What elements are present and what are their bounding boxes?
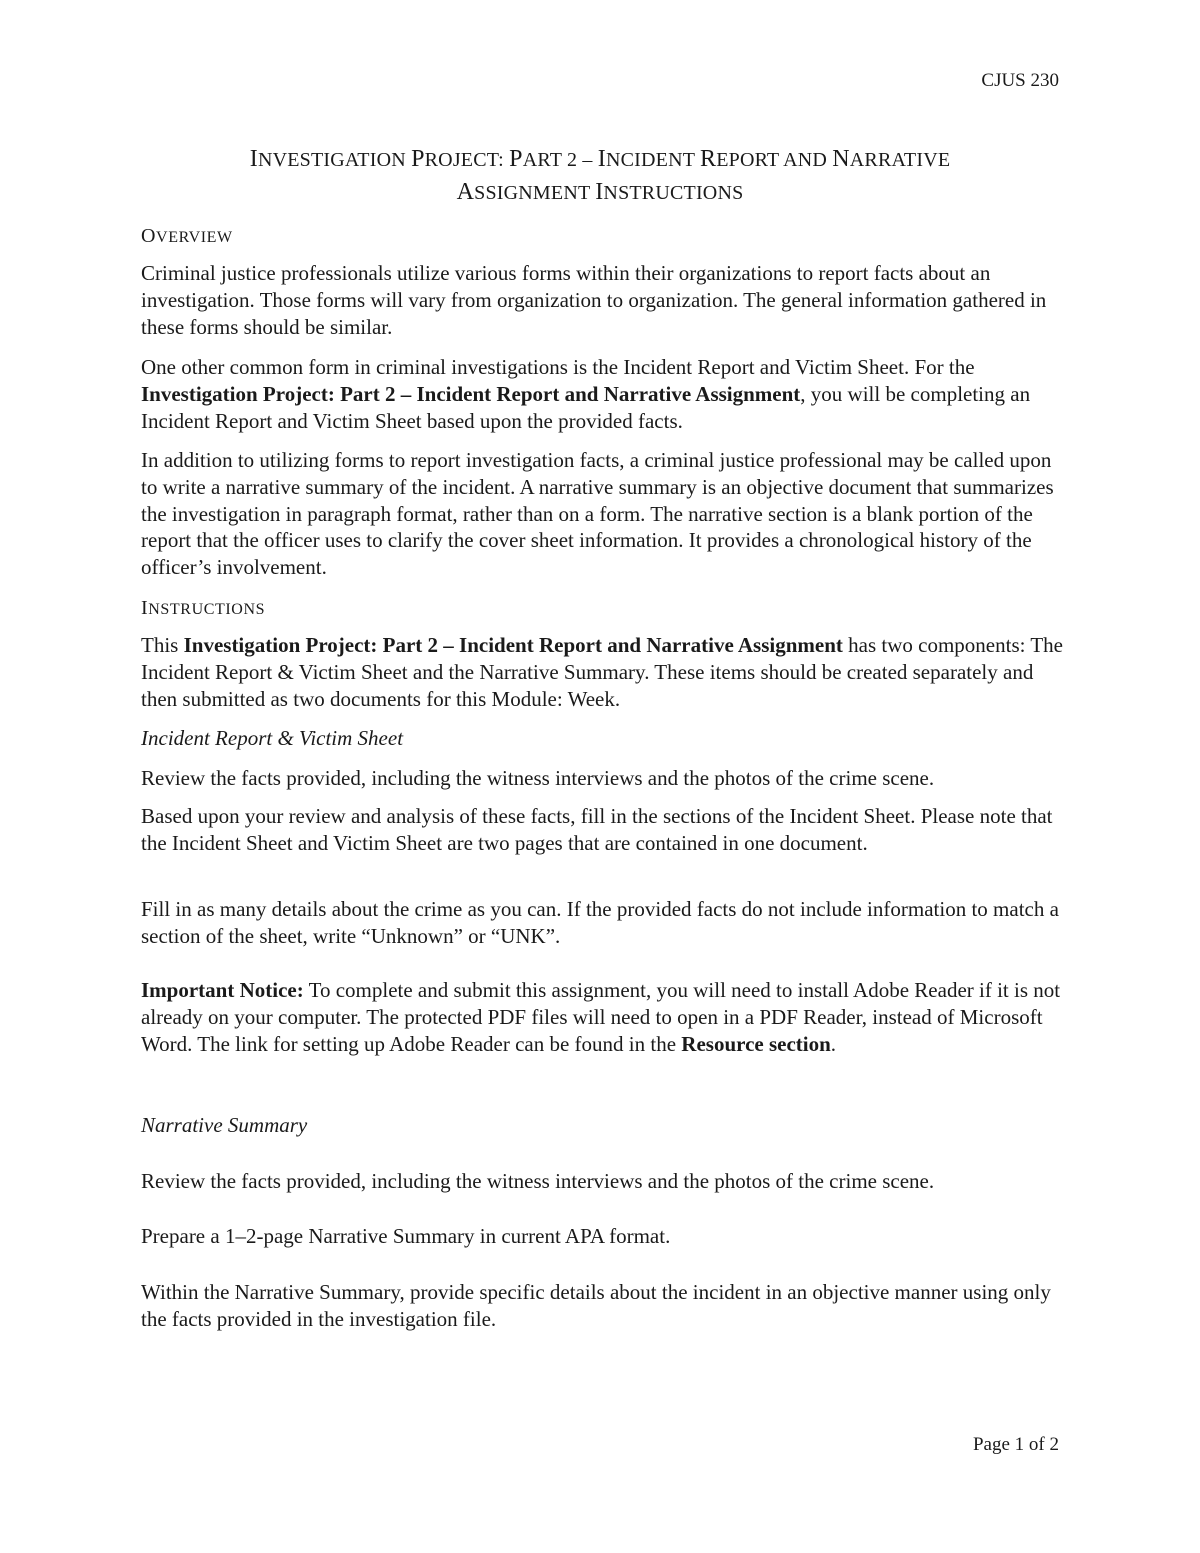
heading-initial: I <box>141 597 149 619</box>
title-word: ART 2 – <box>522 149 598 171</box>
paragraph-text: has two components: The Incident Report & Victim Sheet and the Narrative Summary. These items should be created separately and then submitted as two documents for this Module: Week. <box>141 633 1063 711</box>
page-number: Page 1 of 2 <box>972 1434 1059 1455</box>
overview-paragraph-1: Criminal justice professionals utilize various forms within their organizations to report facts about an investigation. Those forms will vary from organization to organization. The general information gathered in these forms should be similar. <box>141 261 1047 339</box>
title-word: ROJECT: <box>424 149 510 171</box>
title-initial: P <box>411 146 425 172</box>
document-title-line-2 <box>0 179 1200 206</box>
subheading-incident-report: Incident Report & Victim Sheet <box>141 726 404 750</box>
notice-label: Important Notice: <box>141 978 304 1002</box>
assignment-name-bold: Investigation Project: Part 2 – Incident Report and Narrative Assignment <box>141 381 801 406</box>
title-initial: N <box>832 146 850 172</box>
heading-rest: NSTRUCTIONS <box>148 601 266 618</box>
instructions-paragraph-6: Prepare a 1–2-page Narrative Summary in current APA format. <box>141 1224 671 1248</box>
heading-initial: O <box>141 225 157 247</box>
title-word: NVESTIGATION <box>257 149 412 171</box>
subheading-narrative-summary: Narrative Summary <box>141 1113 308 1137</box>
title-initial: P <box>509 146 523 172</box>
title-word: NSTRUCTIONS <box>603 182 744 204</box>
overview-heading <box>141 225 233 248</box>
instructions-paragraph-3: Based upon your review and analysis of these facts, fill in the sections of the Incident Sheet. Please note that the Incident Sheet and Victim Sheet are two pages that are contained in one document. <box>141 804 1053 855</box>
title-initial: R <box>699 146 717 172</box>
notice-text: To complete and submit this assignment, you will need to install Adobe Reader if it is not already on your computer. The protected PDF files will need to open in a PDF Reader, instead of Microsoft Word. The link for setting up Adobe Reader can be found in the <box>141 978 1061 1056</box>
instructions-paragraph-7: Within the Narrative Summary, provide specific details about the incident in an objective manner using only the facts provided in the investigation file. <box>141 1280 1051 1331</box>
paragraph-text: This <box>141 633 184 657</box>
instructions-paragraph-1 <box>141 632 1066 712</box>
title-word: NCIDENT <box>605 149 700 171</box>
overview-paragraph-3: In addition to utilizing forms to report investigation facts, a criminal justice professional may be called upon to write a narrative summary of the incident. A narrative summary is an objective document that summarizes the investigation in paragraph format, rather than on a form. The narrative section is a blank portion of the report that the officer uses to clarify the cover sheet information. It provides a chronological history of the officer’s involvement. <box>141 448 1054 580</box>
instructions-heading <box>141 597 265 620</box>
notice-end: . <box>830 1031 837 1056</box>
title-initial: A <box>456 179 475 205</box>
assignment-name-bold: Investigation Project: Part 2 – Incident Report and Narrative Assignment <box>183 633 843 657</box>
document-title-line-1 <box>0 146 1200 173</box>
title-initial: I <box>597 146 606 172</box>
title-initial: I <box>249 146 258 172</box>
title-initial: I <box>595 179 604 205</box>
paragraph-text: One other common form in criminal investigations is the Incident Report and Victim Sheet. For the <box>141 355 975 379</box>
overview-paragraph-2 <box>141 354 1066 434</box>
instructions-paragraph-4: Fill in as many details about the crime as you can. If the provided facts do not include information to match a section of the sheet, write “Unknown” or “UNK”. <box>141 897 1059 948</box>
heading-rest: VERVIEW <box>156 229 233 246</box>
title-word: ARRATIVE <box>849 149 951 171</box>
title-word: EPORT AND <box>716 149 833 171</box>
title-word: SSIGNMENT <box>474 182 596 204</box>
resource-section-bold: Resource section <box>681 1031 831 1056</box>
instructions-paragraph-5: Review the facts provided, including the witness interviews and the photos of the crime scene. <box>141 1169 935 1193</box>
paragraph-text: , you will be completing an Incident Report and Victim Sheet based upon the provided facts. <box>141 381 1031 433</box>
instructions-paragraph-2: Review the facts provided, including the witness interviews and the photos of the crime scene. <box>141 766 935 790</box>
important-notice <box>141 977 1066 1057</box>
course-header: CJUS 230 <box>981 70 1059 91</box>
